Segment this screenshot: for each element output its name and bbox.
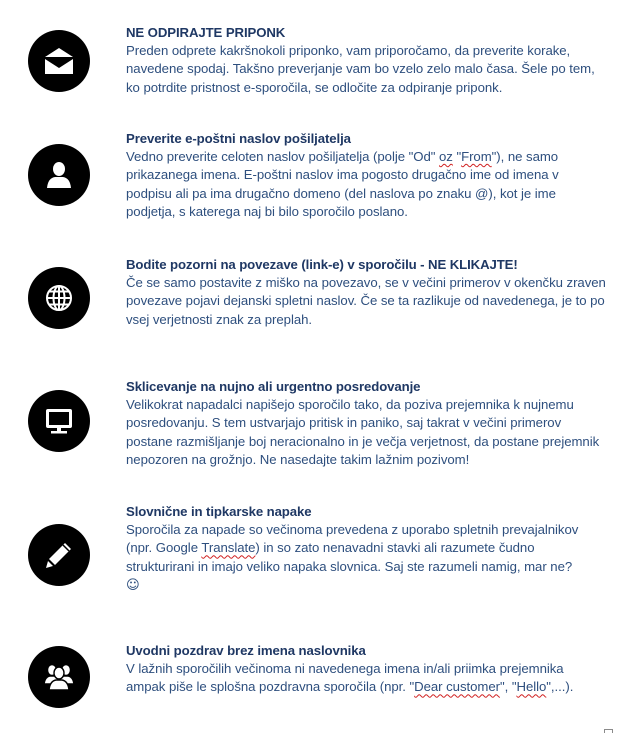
spellcheck-word: oz <box>439 149 453 164</box>
tip-title: Sklicevanje na nujno ali urgentno posredovanje <box>126 379 421 394</box>
smiley-icon: ☺ <box>126 578 140 594</box>
tip-title: NE ODPIRAJTE PRIPONK <box>126 25 286 40</box>
tip-body: Če se samo postavite z miško na povezavo, se v večini primerov v okenčku zraven povezave pojavi dejanski spletni naslov. Če se ta razlikuje od navedenega, je to po vsej verjetnosti znak za preplah. <box>126 275 606 327</box>
text-segment: " <box>452 149 462 164</box>
text-segment: ) in so zato nenavadni stavki ali razumete čudno strukturirani in imajo veliko napaka slovnica. Saj ste razumeli namig, mar ne? <box>126 540 573 574</box>
tip-title: Uvodni pozdrav brez imena naslovnika <box>126 643 366 658</box>
spellcheck-word: Translate <box>201 540 256 556</box>
tip-body: Velikokrat napadalci napišejo sporočilo tako, da poziva prejemnika k nujnemu posredovanju. S tem ustvarjajo pritisk in paniko, saj takrat v večini primerov postane razmišljanje boj neracionalno in je večja verjetnost, da postane prejemnik nepozoren na grožnjo. Ne nasedajte takim lažnim pozivom! <box>126 397 600 468</box>
tip-title: Preverite e-poštni naslov pošiljatelja <box>126 131 351 146</box>
text-segment: ",...). <box>546 679 574 695</box>
globe-icon <box>28 267 90 329</box>
spellcheck-word: Dear customer <box>414 679 500 695</box>
text-segment: V lažnih sporočilih večinoma ni navedenega imena in/ali priimka prejemnika ampak piše le splošna pozdravna sporočila (npr. " <box>126 661 564 695</box>
users-group-icon <box>28 646 90 708</box>
tip-body <box>126 660 606 697</box>
tip-title: Slovnične in tipkarske napake <box>126 504 312 519</box>
text-segment: "), ne samo prikazanega imena. E-poštni naslov ima pogosto drugačno ime od imena v podpisu ali pa ima drugačno domeno (del naslova po znaku @), kot je ime podjetja, s katerega naj bi bilo sporočilo poslano. <box>126 149 559 220</box>
monitor-icon <box>28 390 90 452</box>
text-segment: Vedno preverite celoten naslov pošiljatelja (polje "Od" <box>126 149 439 164</box>
spellcheck-word: Hello <box>516 679 547 695</box>
paste-options-marker[interactable] <box>604 729 613 733</box>
text-segment: Sporočila za napade so večinoma prevedena z uporabo spletnih prevajalnikov (npr. Google <box>126 522 579 556</box>
text-segment: ", " <box>499 679 517 695</box>
tip-body <box>126 521 606 596</box>
tip-body <box>126 148 606 222</box>
user-icon <box>28 144 90 206</box>
spellcheck-word: From <box>461 149 492 164</box>
envelope-icon <box>28 30 90 92</box>
tip-body: Preden odprete kakršnokoli priponko, vam priporočamo, da preverite korake, navedene spodaj. Takšno preverjanje vam bo vzelo zelo malo časa. Šele po tem, ko potrdite pristnost e-sporočila, se odločite za odpiranje priponk. <box>126 43 595 95</box>
tip-title: Bodite pozorni na povezave (link-e) v sporočilu - NE KLIKAJTE! <box>126 257 518 272</box>
pencil-icon <box>28 524 90 586</box>
